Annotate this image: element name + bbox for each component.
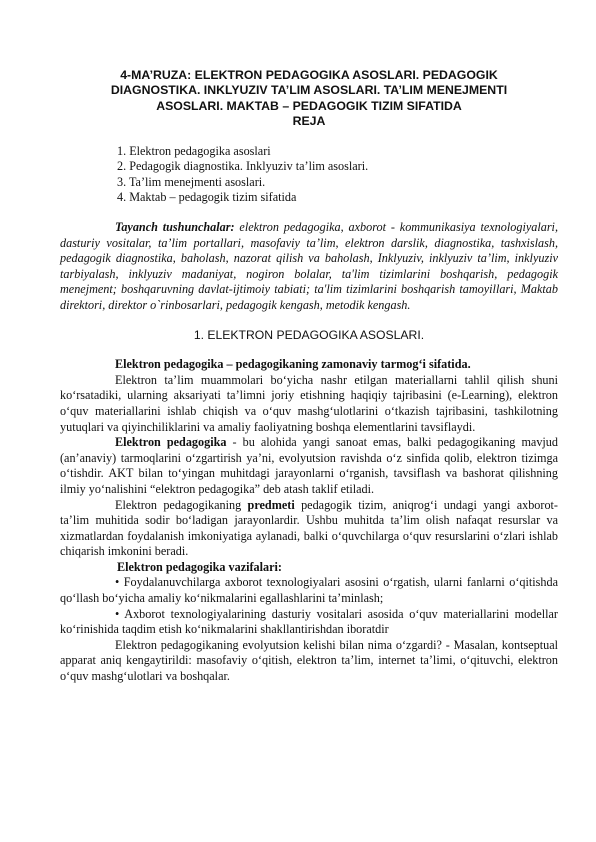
body-paragraph [60, 435, 558, 497]
subsection-heading-paragraph [60, 357, 558, 373]
term-bold: predmeti [247, 497, 295, 512]
body-paragraph: Elektron ta’lim muammolari bo‘yicha nashr etilgan materiallarni tahlil qilish shuni ko‘rsatadiki, ularning aksariyati ta’limni joriy etishning haqiqiy tajribasini (e-Learning), elektron o‘quv materiallarini ishlab chiqish va o‘quv mashg‘ulotlarini o‘tkazish tajribasini, tashkilotning yutuqlari va qiyinchiliklarini va amaliy faoliyatning boshqa elementlarini tavsiflaydi. [60, 372, 558, 434]
key-terms-paragraph [60, 220, 558, 314]
title-line-1: 4-MA’RUZA: ELEKTRON PEDAGOGIKA ASOSLARI. PEDAGOGIK [120, 68, 498, 82]
section-heading: 1. ELEKTRON PEDAGOGIKA ASOSLARI. [193, 327, 425, 342]
plan-heading: REJA [292, 114, 326, 129]
plan-item: 1. Elektron pedagogika asoslari [117, 143, 271, 158]
paragraph-text: pedagogik tizim, aniqrog‘i undagi yangi axborot-ta’lim muhitida sodir bo‘ladigan jarayonlardir. Ushbu muhitda ta’lim olish nafaqat resurslar va xizmatlardan foydalanish imkoniyatiga aylanadi, balki o‘quvchilarga o‘quv resurslarini o‘zlari ishlab chiqarish imkonini beradi. [60, 497, 558, 559]
key-terms-text: elektron pedagogika, axborot - kommunikasiya texnologiyalari, dasturiy vositalar, ta’lim portallari, masofaviy ta’lim, elektron darslik, diagnostika, tashxislash, pedagogik diagnostika, baholash, nazorat qilish va baholash, Inklyuziv, inklyuziv ta’lim, inklyuziv tarbiyalash, inklyuziv madaniyat, nogiron bolalar, ta'lim tizimlarini boshqarish, pedagogik menejment; boshqaruvning davlat-ijtimoiy tabiati; ta'lim tizimlarini boshqarish tamoyillari, Maktab direktori, direktor o`rinbosarlari, pedagogik kengash, metodik kengash. [60, 220, 558, 312]
tasks-heading: Elektron pedagogika vazifalari: [117, 559, 282, 574]
bullet-item: • Foydalanuvchilarga axborot texnologiyalari asosini o‘rgatish, ularni fanlarni o‘qitishda qo‘llash bo‘yicha amaliy ko‘nikmalarini egallashlarini ta’minlash; [60, 575, 558, 606]
body-paragraph: Elektron pedagogikaning evolyutsion kelishi bilan nima o‘zgardi? - Masalan, kontseptual apparat aniq kengaytirildi: masofaviy o‘qitish, elektron ta’lim, internet ta’limi, o‘qituvchi, elektron o‘quv mashg‘ulotlari va boshqalar. [60, 637, 558, 684]
lecture-title [60, 68, 558, 130]
paragraph-text: Elektron pedagogikaning [115, 497, 248, 512]
plan-item: 2. Pedagogik diagnostika. Inklyuziv ta’lim asoslari. [117, 159, 369, 174]
title-line-2: DIAGNOSTIKA. INKLYUZIV TA’LIM ASOSLARI. TA’LIM MENEJMENTI [110, 83, 508, 98]
plan-item: 4. Maktab – pedagogik tizim sifatida [117, 190, 297, 205]
bullet-item: • Axborot texnologiyalarining dasturiy vositalari asosida o‘quv materiallarini modellar ko‘rinishida taqdim etish ko‘nikmalarini shakllantirishdan iboratdir [60, 606, 558, 637]
plan-item: 3. Ta’lim menejmenti asoslari. [117, 174, 266, 189]
lecture-plan-list [60, 144, 558, 206]
key-terms-label: Tayanch tushunchalar: [115, 220, 235, 234]
title-line-3: ASOSLARI. MAKTAB – PEDAGOGIK TIZIM SIFATIDA [156, 98, 462, 113]
body-paragraph [60, 498, 558, 560]
paragraph-text: - bu alohida yangi sanoat emas, balki pedagogikaning mavjud (an’anaviy) tarmoqlarini o‘zgartirish ya’ni, evolyutsion ravishda o‘z sinfida qolib, elektron tizimga o‘tishdir. AKT bilan to‘yingan muhitdagi jarayonlarni o‘rganish, tavsiflash va bashorat qilishning ilmiy yo‘nalishini “elektron pedagogika” deb atash taklif etiladi. [60, 435, 558, 496]
subsection-heading: Elektron pedagogika – pedagogikaning zamonaviy tarmog‘i sifatida. [115, 357, 471, 372]
term-bold: Elektron pedagogika [115, 435, 227, 450]
